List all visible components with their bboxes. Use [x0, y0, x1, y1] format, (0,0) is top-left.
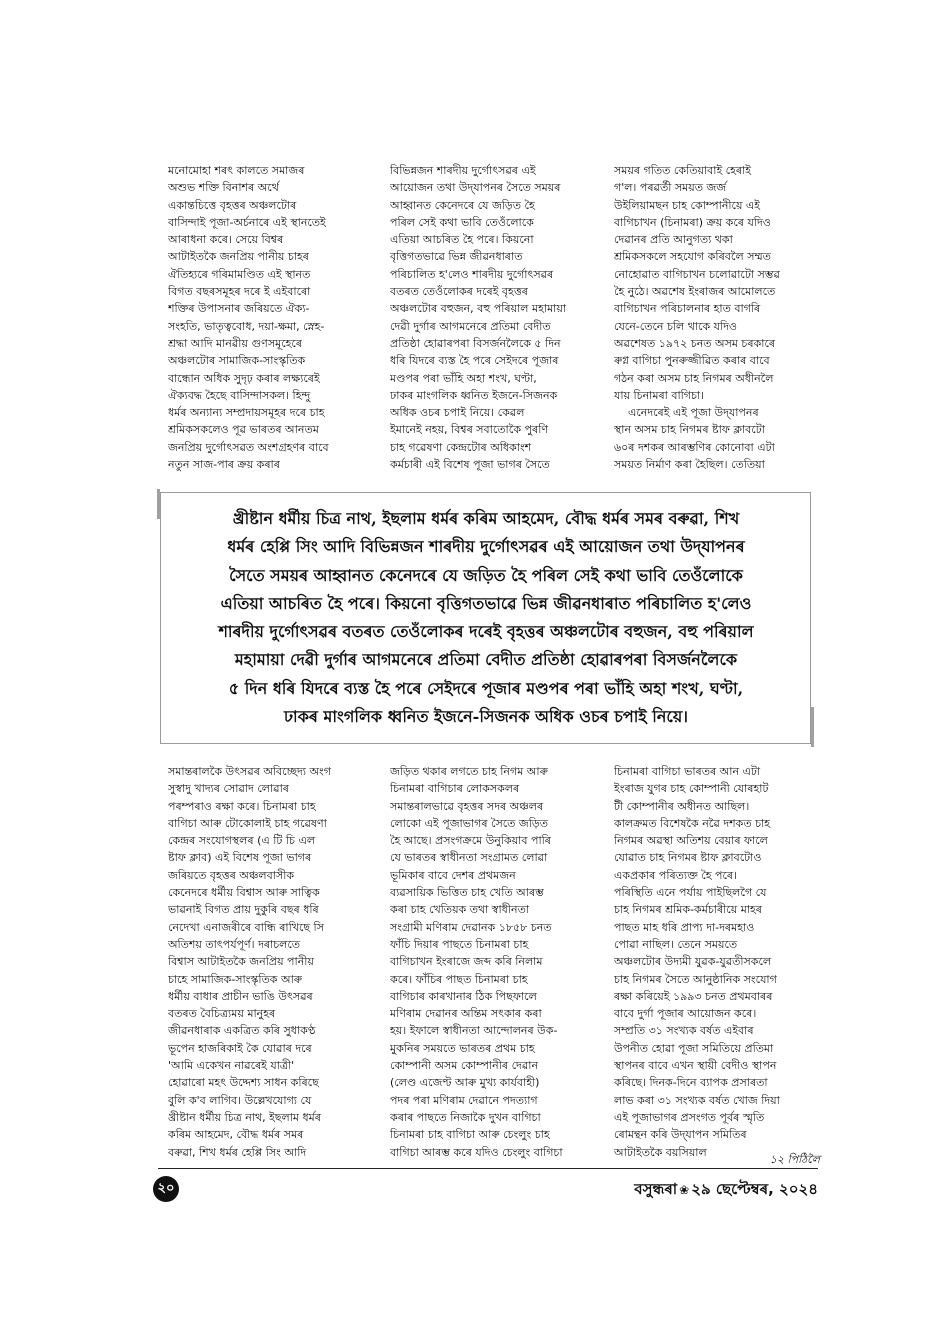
- text-line: বতৰত বৈচিত্ৰ্যময় মানুহৰ: [168, 1007, 276, 1021]
- text-line: জীৱনধাৰাক একত্ৰিত কৰি সুধাকণ্ঠ: [168, 1024, 316, 1038]
- text-line: হৈ নুঠে। অৱশেষ ইংৰাজৰ আমোলতে: [614, 285, 776, 299]
- text-line: যে ভাৰতৰ স্বাধীনতা সংগ্ৰামত লোৱা: [390, 851, 548, 865]
- text-line: বাগিচা আৰম্ভ কৰে যদিও চেংলুং বাগিচা: [390, 1145, 563, 1159]
- text-line: ৰোমন্থন কৰি উদ্‌যাপন সমিতিৰ: [614, 1128, 747, 1142]
- text-line: স্থান অসম চাহ নিগমৰ ষ্টাফ ক্লাবটো: [614, 423, 765, 437]
- text-line: মুকনিৰ সময়তে ভাৰতৰ প্ৰথম চাহ: [390, 1041, 535, 1055]
- text-line: পাছত মাহ ধৰি প্ৰাপ্য দা-দৰমহাও: [614, 920, 755, 934]
- text-line: হোৱাৰো মহৎ উদ্দেশ্য সাধন কৰিছে: [168, 1076, 319, 1090]
- text-line: বাসিন্দাই পূজা-অৰ্চনাৰে এই স্থানতেই: [168, 215, 326, 229]
- pull-quote-corner-bar: [157, 489, 160, 519]
- text-line: আয়োজন তথা উদ্‌যাপনৰ সৈতে সময়ৰ: [390, 181, 561, 195]
- text-line: লোকো এই পূজাভাগৰ সৈতে জড়িত: [390, 816, 549, 830]
- text-line: বতৰত তেওঁলোকৰ দৰেই বৃহত্তৰ: [390, 285, 528, 299]
- text-line: (লেণ্ড এজেণ্ট আৰু মুখ্য কাৰ্যবাহী): [390, 1076, 540, 1090]
- text-line: অঞ্চলটোৰ সামাজিক-সাংস্কৃতিক: [168, 354, 306, 368]
- footer-rule: [158, 1168, 818, 1169]
- ornament-icon: ❀: [679, 1183, 690, 1197]
- text-line: চিনামৰা বাগিচা ভাৰতৰ আন এটা: [614, 765, 761, 778]
- text-line: পৰিস্থিতি এনে পৰ্যায় পাইছিলগৈ যে: [614, 886, 767, 900]
- text-line: আটাইতকৈ জনপ্ৰিয় পানীয় চাহৰ: [168, 250, 309, 264]
- text-line: কৰাৰ পাছতে নিজাকৈ দুখন বাগিচা: [390, 1110, 541, 1124]
- text-line: মনোমোহা শৰৎ কালতে সমাজৰ: [168, 164, 305, 177]
- text-line: অঞ্চলটোৰ উদ্যমী যুৱক-যুৱতীসকলে: [614, 955, 772, 969]
- text-line: খ্ৰীষ্টান ধৰ্মীয় চিত্ৰ নাথ, ইছলাম ধৰ্মৰ: [168, 1110, 321, 1124]
- text-line: ভূপেন হাজৰিকাই কৈ যোৱাৰ দৰে: [168, 1041, 312, 1055]
- text-line: টী কোম্পানীৰ অধীনত আছিল।: [614, 799, 750, 813]
- page-number: ২০: [153, 1176, 179, 1202]
- text-line: গঠন কৰা অসম চাহ নিগমৰ অধীনলৈ: [614, 371, 774, 385]
- article-column-3: [614, 162, 814, 473]
- text-line: আহ্বানত কেনেদৰে যে জড়িত হৈ: [390, 198, 535, 212]
- text-line: বান্ধোন অধিক সুদৃঢ় কৰাৰ লক্ষ্যৰেই: [168, 371, 320, 385]
- text-line: একান্তচিত্তে বৃহত্তৰ অঞ্চলটোৰ: [168, 198, 297, 212]
- text-line: মণ্ডপৰ পৰা ভাঁহি অহা শংখ, ঘণ্টা,: [390, 371, 537, 385]
- text-line: ইমানেই নহয়, বিশ্বৰ সবাতোকৈ পুৰণি: [390, 423, 548, 437]
- text-line: শ্ৰদ্ধা আদি মানৱীয় গুণসমূহেৰে: [168, 336, 303, 350]
- text-line: এতিয়া আচৰিত হৈ পৰে। কিয়নো: [390, 233, 534, 247]
- text-line: হৈ আছে। প্ৰসংগক্ৰমে উনুকিয়াব পাৰি: [390, 834, 551, 848]
- text-line: সম্প্ৰতি ৩১ সংখ্যক বৰ্ষত এইবাৰ: [614, 1024, 754, 1038]
- text-line: একপ্ৰকাৰ পৰিত্যক্ত হৈ পৰে।: [614, 868, 738, 882]
- text-line: 'আমি একেখন নাৱৰেই যাত্ৰী': [168, 1059, 295, 1073]
- pull-quote-box: [160, 492, 811, 744]
- text-line: বাগিচাখন ইংৰাজে জব্দ কৰি নিলাম: [390, 955, 543, 969]
- publication-date: ২৯ ছেপ্টেম্বৰ, ২০২৪: [691, 1180, 818, 1198]
- text-line: পোৱা নাছিল। তেনে সময়তে: [614, 937, 738, 951]
- text-line: ধৰ্মৰ অন্যান্য সম্প্ৰদায়সমূহৰ দৰে চাহ: [168, 406, 325, 420]
- text-line: চাহ গৱেষণা কেন্দ্ৰটোৰ অধিকাংশ: [390, 440, 532, 454]
- text-line: কোম্পানী অসম কোম্পানীৰ দেৱান: [390, 1059, 539, 1073]
- pull-quote-corner-bar: [811, 707, 814, 747]
- text-line: নিগমৰ অৱস্থা অতিশয় বেয়াৰ ফালে: [614, 834, 768, 848]
- text-line: শ্ৰমিকসকলেও পূৱ ভাৰতৰ আনতম: [168, 423, 319, 437]
- text-line: আৰাধনা কৰে। সেয়ে বিশ্বৰ: [168, 233, 284, 247]
- text-line: উইলিয়ামছন চাহ কোম্পানীয়ে এই: [614, 198, 761, 212]
- text-line: এই পূজাভাগৰ প্ৰসংগত পূৰ্বৰ স্মৃতি: [614, 1110, 765, 1124]
- text-line: সমান্তৰালভাৱে বৃহত্তৰ সদৰ অঞ্চলৰ: [390, 799, 544, 813]
- text-line: প্ৰতিষ্ঠা হোৱাৰপৰা বিসৰ্জনলৈকে ৫ দিন: [390, 336, 561, 350]
- text-line: বুলি ক'ব লাগিব। উল্লেখযোগ্য যে: [168, 1093, 312, 1107]
- text-line: বাগিচা আৰু টোকোলাই চাহ গৱেষণা: [168, 816, 327, 830]
- text-line: যায় চিনামৰা বাগিচা।: [614, 388, 705, 402]
- text-line: পৰিচালিত হ'লেও শাৰদীয় দুৰ্গোৎসৱৰ: [390, 267, 554, 281]
- text-line: খ্ৰীষ্টান ধৰ্মীয় চিত্ৰ নাথ, ইছলাম ধৰ্মৰ কৰিম আহমেদ, বৌদ্ধ ধৰ্মৰ সমৰ বৰুৱা, শিখ: [232, 509, 740, 528]
- text-line: পদৰ পৰা মণিৰাম দেৱানে পদত্যাগ: [390, 1093, 538, 1107]
- text-line: সংহতি, ভাতৃত্ববোধ, দয়া-ক্ষমা, স্নেহ-: [168, 319, 325, 333]
- text-line: বাবে দুৰ্গা পূজাৰ আয়োজন কৰে।: [614, 1007, 757, 1021]
- text-line: কেনেদৰে ধৰ্মীয় বিশ্বাস আৰু সাত্বিক: [168, 886, 320, 900]
- text-line: হয়। ইফালে স্বাধীনতা আন্দোলনৰ উক-: [390, 1024, 558, 1038]
- article-column-2: [390, 162, 590, 473]
- text-line: ইংৰাজ যুগৰ চাহ কোম্পানী যোৰহাট: [614, 782, 769, 796]
- publication-name: বসুন্ধৰা: [634, 1180, 678, 1198]
- text-line: নতুন সাজ-পাৰ ক্ৰয় কৰাৰ: [168, 458, 280, 472]
- text-line: চিনামৰা চাহ বাগিচা আৰু চেংলুং চাহ: [390, 1128, 550, 1142]
- text-line: এতিয়া আচৰিত হৈ পৰে। কিয়নো বৃত্তিগতভাৱে ভিন্ন জীৱনধাৰাত পৰিচালিত হ'লেও: [220, 593, 752, 613]
- text-line: ভূমিকাৰ বাবে দেশৰ প্ৰথমজন: [390, 868, 516, 882]
- text-line: কালক্ৰমত বিশেষকৈ নৱৈ দশকত চাহ: [614, 816, 770, 830]
- text-line: স্থাপনৰ বাবে এখন স্থায়ী বেদীও স্থাপন: [614, 1059, 777, 1073]
- text-line: বাগিচাখন (চিনামৰা) ক্ৰয় কৰে যদিও: [614, 215, 771, 229]
- text-line: অধিক ওচৰ চপাই নিয়ে। কেৱল: [390, 406, 525, 420]
- text-line: ব্যৱসায়িক ভিত্তিত চাহ খেতি আৰম্ভ: [390, 886, 544, 900]
- article-column-1: [168, 162, 368, 473]
- text-line: বৃত্তিগতভাৱে ভিন্ন জীৱনধাৰাত: [390, 250, 523, 264]
- text-line: চাহ নিগমৰ শ্ৰমিক-কৰ্মচাৰীয়ে মাহৰ: [614, 903, 762, 917]
- text-line: বিভিন্নজন শাৰদীয় দুৰ্গোৎসৱৰ এই: [390, 164, 536, 177]
- text-line: দেৱানৰ প্ৰতি আনুগত্য থকা: [614, 233, 733, 247]
- text-line: সময়ত নিৰ্মাণ কৰা হৈছিল। তেতিয়া: [614, 458, 765, 472]
- text-line: চাহে সামাজিক-সাংস্কৃতিক আৰু: [168, 972, 303, 986]
- text-line: সমান্তৰালকৈ উৎসৱৰ অবিচ্ছেদ্য অংগ: [168, 765, 331, 778]
- article-column-4: [168, 763, 368, 1161]
- text-line: বিগত বছৰসমূহৰ দৰে ই এইবাৰো: [168, 285, 311, 299]
- text-line: ঐক্যবদ্ধ হৈছে বাসিন্দাসকল। হিন্দু: [168, 388, 311, 402]
- article-column-5: [390, 763, 590, 1161]
- text-line: যেনে-তেনে চলি থাকে যদিও: [614, 319, 738, 333]
- text-line: ফাঁচি দিয়াৰ পাছতে চিনামৰা চাহ: [390, 937, 529, 951]
- text-line: ধৰি যিদৰে ব্যস্ত হৈ পৰে সেইদৰে পূজাৰ: [390, 354, 559, 368]
- text-line: যোৱাত চাহ নিগমৰ ষ্টাফ ক্লাবটোও: [614, 851, 762, 865]
- footer-masthead: [560, 1178, 818, 1203]
- text-line: কৰে। ফাঁচিৰ পাছত চিনামৰা চাহ: [390, 972, 528, 986]
- text-line: লাভ কৰা ৩১ সংখ্যক বৰ্ষত খোজ দিয়া: [614, 1093, 780, 1107]
- text-line: জড়িত থকাৰ লগতে চাহ নিগম আৰু: [390, 765, 548, 778]
- text-line: ধৰ্মৰ হেপ্পি সিং আদি বিভিন্নজন শাৰদীয় দুৰ্গোৎসৱৰ এই আয়োজন তথা উদ্‌যাপনৰ: [227, 537, 745, 557]
- text-line: কৰিছে। দিনক-দিনে ব্যাপক প্ৰসাৰতা: [614, 1076, 768, 1090]
- text-line: ঢাকৰ মাংগলিক ধ্বনিত ইজনে-সিজনক: [390, 388, 558, 402]
- text-line: অতিশয় তাৎপৰ্যপূৰ্ণ। দৰাচলতে: [168, 937, 301, 951]
- text-line: এনেদৰেই এই পূজা উদ্‌যাপনৰ: [614, 406, 759, 420]
- text-line: মণিৰাম দেৱানৰ অন্তিম সৎকাৰ কৰা: [390, 1007, 542, 1021]
- text-line: গ'ল। পৰৱৰ্তী সময়ত জৰ্জ: [614, 181, 727, 195]
- text-line: মহামায়া দেৱী দুৰ্গাৰ আগমনেৰে প্ৰতিমা বেদীত প্ৰতিষ্ঠা হোৱাৰপৰা বিসৰ্জনলৈকে: [234, 650, 738, 670]
- text-line: ৰুগ্ন বাগিচা পুনৰুজ্জীৱিত কৰাৰ বাবে: [614, 354, 770, 368]
- text-line: ষ্টাফ ক্লাব) এই বিশেষ পূজা ভাগৰ: [168, 851, 312, 865]
- text-line: কৰিম আহমেদ, বৌদ্ধ ধৰ্মৰ সমৰ: [168, 1128, 304, 1142]
- continued-note: ১২ পিঠিলৈ: [769, 1153, 820, 1166]
- text-line: অৱশেষত ১৯৭২ চনত অসম চৰকাৰে: [614, 336, 776, 350]
- text-line: ৫ দিন ধৰি যিদৰে ব্যস্ত হৈ পৰে সেইদৰে পূজাৰ মণ্ডপৰ পৰা ভাঁহি অহা শংখ, ঘণ্টা,: [228, 678, 744, 698]
- text-line: ধৰ্মীয় বাধাৰ প্ৰাচীন ভাঙি উৎসৱৰ: [168, 989, 313, 1003]
- text-line: অঞ্চলটোৰ বহুজন, বহু পৰিয়াল মহামায়া: [390, 302, 567, 316]
- text-line: শক্তিৰ উপাসনাৰ জৰিয়তে ঐক্য-: [168, 302, 310, 316]
- article-column-6: [614, 763, 819, 1161]
- text-line: সময়ৰ গতিত কেতিয়াবাই হেৰাই: [614, 164, 752, 177]
- text-line: আটাইতকৈ বয়সিয়াল: [614, 1145, 707, 1159]
- text-line: ভাৱনাই বিগত প্ৰায় দুকুৰি বছৰ ধৰি: [168, 903, 319, 917]
- text-line: নোহোৱাত বাগিচাখন চলোৱাটো সম্ভৱ: [614, 267, 780, 281]
- text-line: চিনামৰা বাগিচাৰ লোকসকলৰ: [390, 782, 520, 796]
- text-line: শ্ৰমিকসকলে সহযোগ কৰিবলৈ সম্মত: [614, 250, 771, 264]
- text-line: পৰিল সেই কথা ভাবি তেওঁলোকে: [390, 215, 534, 229]
- text-line: ঐতিহ্যৰে গৰিমামণ্ডিত এই স্থানত: [168, 267, 311, 281]
- text-line: বাগিচাৰ কাৰখানাৰ ঠিক পিছফালে: [390, 989, 537, 1003]
- text-line: উপনীত হোৱা পূজা সমিতিয়ে প্ৰতিমা: [614, 1041, 774, 1055]
- text-line: বিশ্বাস আটাইতকৈ জনপ্ৰিয় পানীয়: [168, 955, 314, 969]
- text-line: জৰিয়তে বৃহত্তৰ অঞ্চলবাসীক: [168, 868, 295, 882]
- text-line: ঢাকৰ মাংগলিক ধ্বনিত ইজনে-সিজনক অধিক ওচৰ চপাই নিয়ে।: [284, 707, 688, 727]
- text-line: বাগিচাখন পৰিচালনাৰ হাত বাগৰি: [614, 302, 761, 316]
- pull-quote-text: [171, 505, 801, 731]
- text-line: সৈতে সময়ৰ আহ্বানত কেনেদৰে যে জড়িত হৈ পৰিল সেই কথা ভাবি তেওঁলোকে: [229, 565, 743, 585]
- text-line: অশুভ শক্তি বিনাশৰ অৰ্থে: [168, 181, 279, 195]
- text-line: সংগ্ৰামী মণিৰাম দেৱানক ১৮৫৮ চনত: [390, 920, 552, 934]
- text-line: ৰক্ষা কৰিয়েই ১৯৯৩ চনত প্ৰথমবাৰৰ: [614, 989, 773, 1003]
- text-line: সুস্বাদু খাদ্যৰ সোৱাদ লোৱাৰ: [168, 782, 289, 796]
- text-line: বৰুৱা, শিখ ধৰ্মৰ হেপ্পি সিং আদি: [168, 1145, 307, 1159]
- text-line: পৰম্পৰাও ৰক্ষা কৰে। চিনামৰা চাহ: [168, 799, 316, 813]
- text-line: ৬০ৰ দশকৰ আৰম্ভণিৰ কোনোবা এটা: [614, 440, 775, 454]
- text-line: কৰা চাহ খেতিয়ক তথা স্বাধীনতা: [390, 903, 530, 917]
- text-line: চাহ নিগমৰ সৈতে আনুষ্ঠানিক সংযোগ: [614, 972, 777, 986]
- text-line: কেন্দ্ৰৰ সংযোগস্থলৰ (এ টি চি এল: [168, 834, 316, 848]
- text-line: শাৰদীয় দুৰ্গোৎসৱৰ বতৰত তেওঁলোকৰ দৰেই বৃহত্তৰ অঞ্চলটোৰ বহুজন, বহু পৰিয়াল: [218, 622, 754, 642]
- text-line: কৰ্মচাৰী এই বিশেষ পূজা ভাগৰ সৈতে: [390, 458, 550, 472]
- text-line: দেৱী দুৰ্গাৰ আগমনেৰে প্ৰতিমা বেদীত: [390, 319, 551, 333]
- text-line: জনপ্ৰিয় দুৰ্গোৎসৱত অংশগ্ৰহণৰ বাবে: [168, 440, 329, 454]
- text-line: নেদেখা এনাজৰীৰে বান্ধি ৰাখিছে সি: [168, 920, 324, 934]
